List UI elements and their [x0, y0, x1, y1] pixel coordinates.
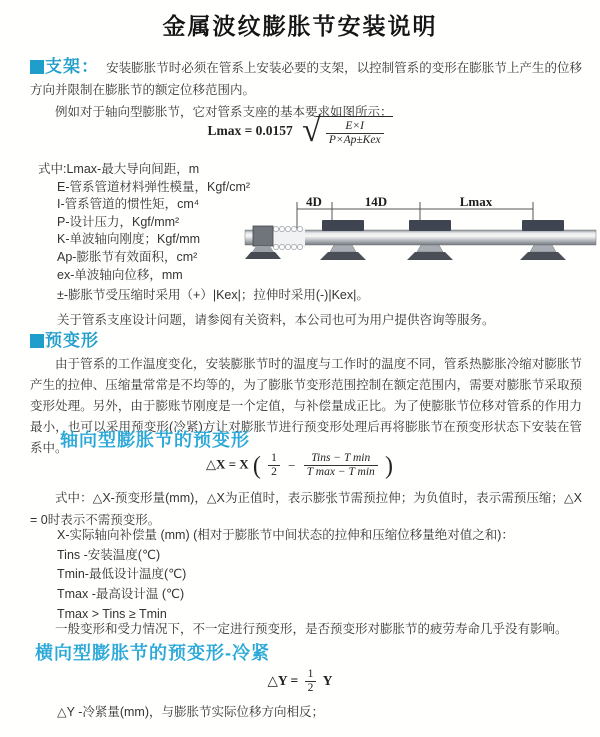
def-item: E-管系管道材料弹性模量，Kgf/cm² [57, 179, 251, 194]
lateral-half-fraction [305, 668, 317, 695]
page-title: 金属波纹膨胀节安装说明 [162, 13, 438, 39]
diagram-svg [243, 193, 598, 265]
bellows [273, 226, 305, 249]
lateral-half-den: 2 [307, 682, 314, 695]
lateral-heading: 横向型膨胀节的预变形-冷紧 [35, 643, 270, 663]
lmax-fraction [326, 120, 384, 147]
predeform-heading: 预变形 [45, 331, 99, 350]
axial-def: Tins -安装温度(℃) [57, 547, 161, 562]
def-item: Ap-膨胀节有效面积，cm² [57, 249, 198, 264]
support-intro: 安装膨胀节时必须在管系上安装必要的支架，以控制管系的变形在膨胀节上产生的位移方向并限制在膨胀节的额定位移范围内。 [30, 61, 582, 97]
axial-def: X-实际轴向补偿量 (mm) (相对于膨胀节中间状态的拉伸和压缩位移量绝对值之和)： [57, 528, 514, 542]
defs-lead: 式中:Lmax-最大导向间距，m [38, 162, 200, 176]
axial-formula [0, 452, 600, 479]
radical-sign: √ [302, 112, 321, 150]
support-heading: 支架： [45, 57, 100, 76]
def-item: K-单波轴向刚度；Kgf/mm [57, 232, 201, 247]
def-item: I-管系管道的惯性矩，cm⁴ [57, 197, 200, 212]
half-fraction-num: 1 [268, 452, 280, 466]
support-example: 例如对于轴向型膨胀节，它对管系支座的基本要求如图所示： [55, 105, 393, 119]
predeform-body: 由于管系的工作温度变化，安装膨胀节时的温度与工作时的温度不同，管系热膨胀冷缩对膨胀节产生的拉伸、压缩量常常是不均等的，为了膨胀节变形范围控制在额定范围内，需要对膨胀节采取预变形处理。另外，由于膨账节刚度是一个定值，与补偿量成正比。为了使膨胀节位移对管系的作用力最小，也可以采用预变形(冷紧)方让对膨胀节进行预变形处理后再将膨胀节在预变形状态下安装在管系中。 [30, 357, 582, 455]
support-note: 关于管系支座设计问题，请参阅有关资料，本公司也可为用户提供咨询等服务。 [57, 312, 495, 327]
dimension-label-lmax: Lmax [459, 194, 493, 209]
radical [302, 112, 392, 150]
lmax-fraction-num: E×I [326, 120, 384, 134]
lateral-half-num: 1 [305, 668, 317, 682]
pipe-support-diagram [243, 193, 598, 265]
dimension-label-4d: 4D [306, 194, 322, 209]
axial-def: Tmax -最高设计温 (℃) [57, 587, 185, 602]
section-square-icon [30, 60, 44, 74]
axial-explain: 式中：△X-预变形量(mm)，△X为正值时，表示膨张节需预拉伸；为负值时，表示需预压缩；△X = 0时表示不需预变形。 [30, 491, 582, 527]
temp-fraction-num: Tins − T min [304, 452, 378, 466]
axial-definitions [57, 526, 514, 625]
close-paren: ) [385, 452, 394, 480]
lateral-note: △Y -冷紧量(mm)，与膨胀节实际位移方向相反； [57, 705, 325, 719]
axial-formula-lhs: △X = X [205, 456, 249, 472]
minus-sign: − [288, 457, 296, 473]
temp-fraction [304, 452, 378, 479]
half-fraction-den: 2 [271, 466, 277, 479]
lateral-formula [0, 668, 600, 695]
lateral-formula-lhs: △Y = [267, 672, 299, 688]
dimension-label-14d: 14D [364, 194, 388, 209]
section-square-icon [30, 334, 44, 348]
def-item: P-设计压力，Kgf/mm² [57, 214, 180, 229]
axial-def: Tmin-最低设计温度(℃) [57, 567, 187, 582]
def-item: ex-单波轴向位移，mm [57, 267, 183, 282]
def-item: ±-膨胀节受压缩时采用（+）|Kex|；拉伸时采用(-)|Kex|。 [57, 288, 369, 303]
lmax-fraction-den: P×Ap±Kex [328, 134, 381, 147]
temp-fraction-den: T max − T min [306, 466, 375, 479]
axial-heading: 轴向型膨胀节的预变形 [60, 430, 250, 450]
axial-def: Tmax > Tins ≥ Tmin [57, 606, 167, 621]
open-paren: ( [252, 452, 261, 480]
axial-note: 一般变形和受力情况下，不一定进行预变形，是否预变形对膨胀节的疲劳寿命几乎没有影响。 [55, 622, 568, 636]
radical-body [316, 116, 393, 147]
lateral-formula-rhs: Y [322, 672, 333, 688]
half-fraction [268, 452, 280, 479]
predeform-heading-row [30, 330, 582, 353]
lmax-formula-lhs: Lmax = 0.0157 [207, 122, 293, 138]
